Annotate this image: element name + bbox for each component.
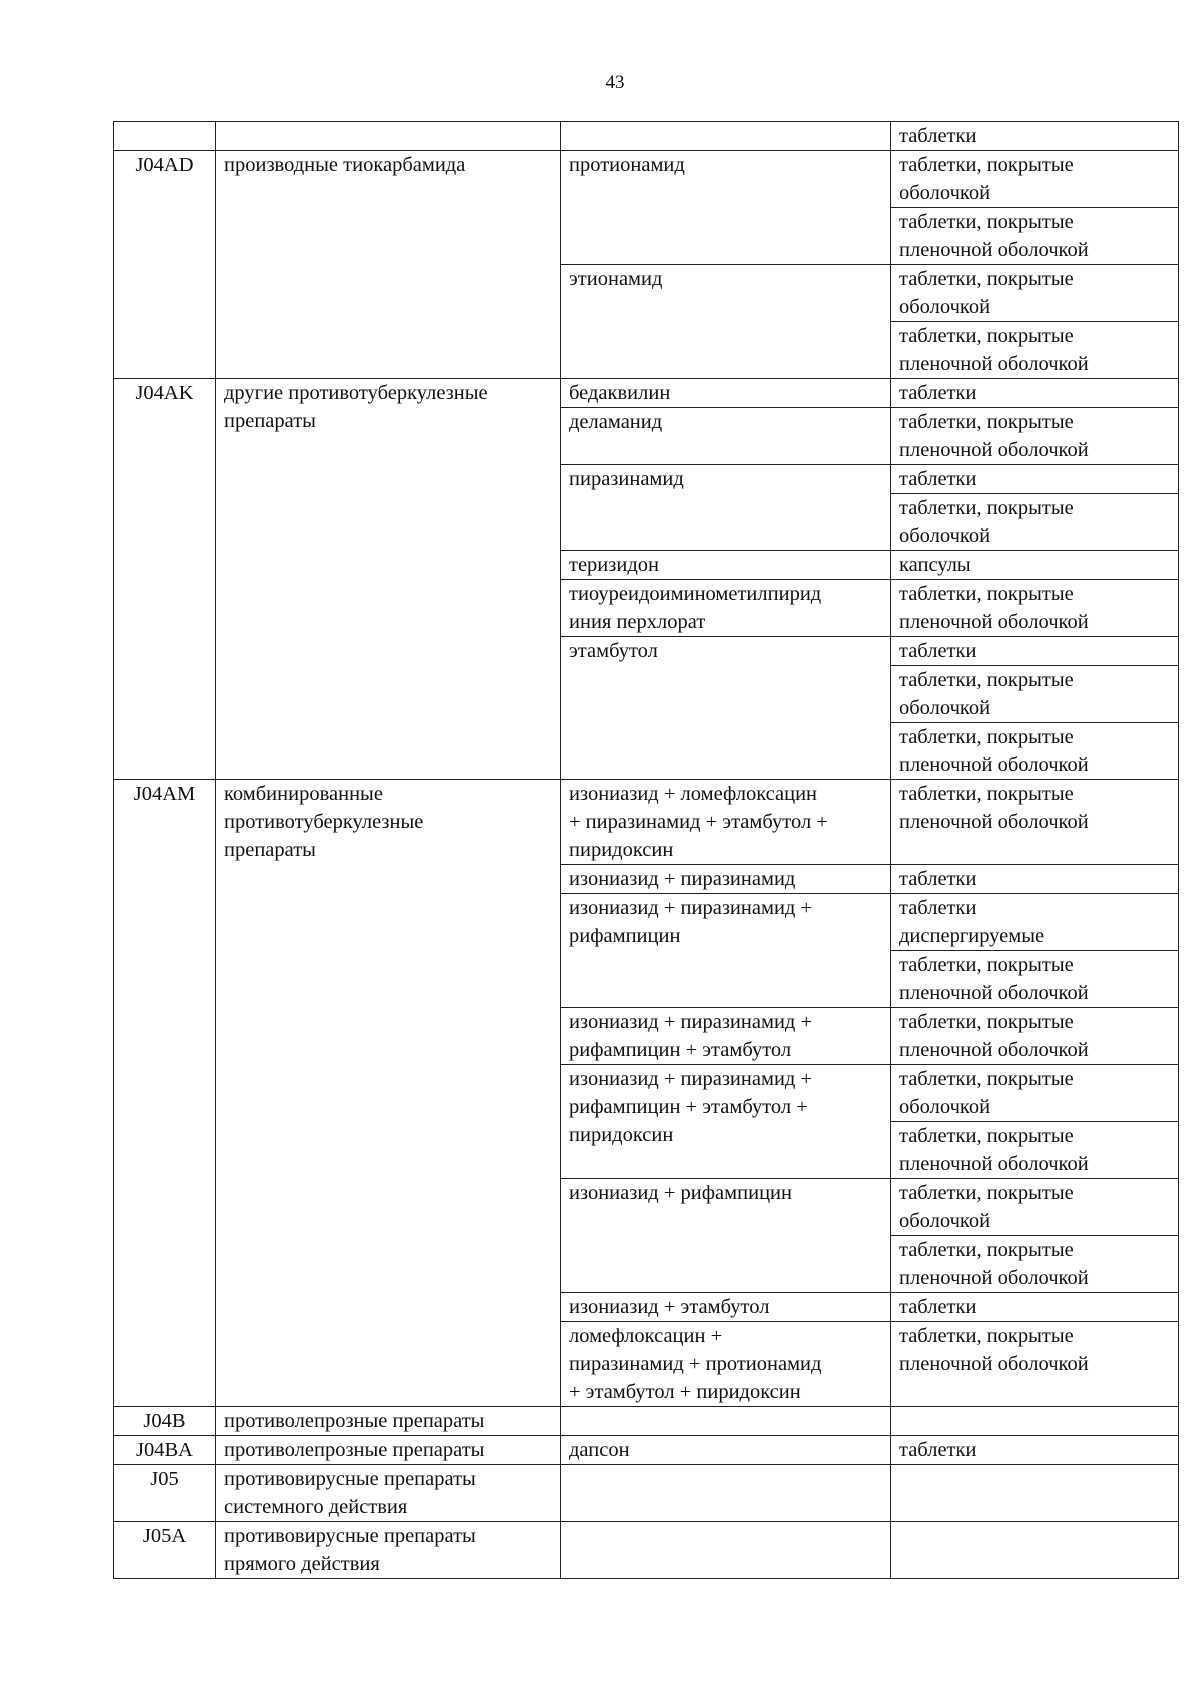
group-name: противолепрозные препараты bbox=[224, 1410, 485, 1432]
dosage-form: таблетки, покрытые оболочкой bbox=[899, 1182, 1074, 1232]
group-cell bbox=[216, 780, 561, 1407]
form-cell bbox=[891, 1522, 1179, 1579]
drug-name: изониазид + ломефлоксацин + пиразинамид + этамбутол + пиридоксин bbox=[569, 783, 828, 861]
drug-cell bbox=[561, 580, 891, 637]
drug-cell bbox=[561, 1465, 891, 1522]
drug-name: изониазид + пиразинамид + рифампицин + этамбутол + пиридоксин bbox=[569, 1068, 813, 1146]
group-cell bbox=[216, 1407, 561, 1436]
form-cell bbox=[891, 1236, 1179, 1293]
drug-cell bbox=[561, 1065, 891, 1179]
atc-code: J05 bbox=[150, 1468, 179, 1490]
form-cell bbox=[891, 865, 1179, 894]
drug-name: изониазид + рифампицин bbox=[569, 1182, 792, 1204]
drug-name: протионамид bbox=[569, 154, 685, 176]
drug-cell bbox=[561, 894, 891, 1008]
medicines-table bbox=[113, 121, 1179, 1579]
dosage-form: таблетки, покрытые оболочкой bbox=[899, 154, 1074, 204]
drug-cell bbox=[561, 122, 891, 151]
group-cell bbox=[216, 1465, 561, 1522]
dosage-form: таблетки bbox=[899, 468, 977, 490]
dosage-form: таблетки bbox=[899, 382, 977, 404]
form-cell bbox=[891, 408, 1179, 465]
dosage-form: таблетки, покрытые пленочной оболочкой bbox=[899, 211, 1089, 261]
drug-name: этионамид bbox=[569, 268, 663, 290]
dosage-form: таблетки, покрытые оболочкой bbox=[899, 1068, 1074, 1118]
drug-name: изониазид + пиразинамид + рифампицин bbox=[569, 897, 813, 947]
drug-cell bbox=[561, 1293, 891, 1322]
form-cell bbox=[891, 151, 1179, 208]
dosage-form: таблетки, покрытые пленочной оболочкой bbox=[899, 1011, 1089, 1061]
drug-name: деламанид bbox=[569, 411, 663, 433]
dosage-form: таблетки, покрытые пленочной оболочкой bbox=[899, 783, 1089, 833]
group-cell bbox=[216, 1436, 561, 1465]
drug-cell bbox=[561, 265, 891, 379]
drug-cell bbox=[561, 1008, 891, 1065]
group-cell bbox=[216, 122, 561, 151]
group-name: производные тиокарбамида bbox=[224, 154, 466, 176]
atc-code-cell bbox=[114, 1522, 216, 1579]
atc-code: J04B bbox=[143, 1410, 186, 1432]
drug-name: дапсон bbox=[569, 1439, 630, 1461]
dosage-form: таблетки, покрытые пленочной оболочкой bbox=[899, 583, 1089, 633]
table-row bbox=[114, 780, 1179, 865]
drug-cell bbox=[561, 1407, 891, 1436]
form-cell bbox=[891, 1407, 1179, 1436]
dosage-form: таблетки bbox=[899, 868, 977, 890]
group-name: противовирусные препараты системного действия bbox=[224, 1468, 476, 1518]
drug-cell bbox=[561, 637, 891, 780]
drug-cell bbox=[561, 551, 891, 580]
dosage-form: таблетки, покрытые пленочной оболочкой bbox=[899, 1125, 1089, 1175]
form-cell bbox=[891, 1436, 1179, 1465]
form-cell bbox=[891, 1293, 1179, 1322]
page-number: 43 bbox=[605, 72, 625, 93]
dosage-form: таблетки диспергируемые bbox=[899, 897, 1045, 947]
form-cell bbox=[891, 1179, 1179, 1236]
atc-code-cell bbox=[114, 1436, 216, 1465]
form-cell bbox=[891, 723, 1179, 780]
drug-cell bbox=[561, 1179, 891, 1293]
dosage-form: таблетки, покрытые оболочкой bbox=[899, 497, 1074, 547]
drug-cell bbox=[561, 465, 891, 551]
form-cell bbox=[891, 637, 1179, 666]
form-cell bbox=[891, 1465, 1179, 1522]
group-cell bbox=[216, 379, 561, 780]
drug-cell bbox=[561, 865, 891, 894]
atc-code: J04AM bbox=[133, 783, 196, 805]
atc-code-cell bbox=[114, 122, 216, 151]
table-row bbox=[114, 1522, 1179, 1579]
atc-code-cell bbox=[114, 151, 216, 379]
table-row bbox=[114, 122, 1179, 151]
atc-code-cell bbox=[114, 780, 216, 1407]
group-cell bbox=[216, 151, 561, 379]
dosage-form: таблетки, покрытые пленочной оболочкой bbox=[899, 1239, 1089, 1289]
table-row bbox=[114, 1465, 1179, 1522]
atc-code-cell bbox=[114, 1465, 216, 1522]
drug-cell bbox=[561, 151, 891, 265]
dosage-form: таблетки, покрытые оболочкой bbox=[899, 669, 1074, 719]
drug-cell bbox=[561, 408, 891, 465]
group-name: комбинированные противотуберкулезные препараты bbox=[224, 783, 424, 861]
drug-name: изониазид + пиразинамид bbox=[569, 868, 796, 890]
drug-cell bbox=[561, 1436, 891, 1465]
atc-code: J04AK bbox=[135, 382, 194, 404]
drug-name: пиразинамид bbox=[569, 468, 684, 490]
dosage-form: таблетки, покрытые оболочкой bbox=[899, 268, 1074, 318]
group-cell bbox=[216, 1522, 561, 1579]
dosage-form: капсулы bbox=[899, 554, 971, 576]
form-cell bbox=[891, 494, 1179, 551]
form-cell bbox=[891, 551, 1179, 580]
form-cell bbox=[891, 265, 1179, 322]
atc-code-cell bbox=[114, 1407, 216, 1436]
form-cell bbox=[891, 666, 1179, 723]
drug-name: теризидон bbox=[569, 554, 659, 576]
form-cell bbox=[891, 379, 1179, 408]
table-row bbox=[114, 1407, 1179, 1436]
dosage-form: таблетки bbox=[899, 1296, 977, 1318]
group-name: противолепрозные препараты bbox=[224, 1439, 485, 1461]
atc-code: J05A bbox=[142, 1525, 187, 1547]
form-cell bbox=[891, 894, 1179, 951]
group-name: противовирусные препараты прямого действия bbox=[224, 1525, 476, 1575]
table-row bbox=[114, 151, 1179, 208]
table-row bbox=[114, 379, 1179, 408]
drug-cell bbox=[561, 379, 891, 408]
drug-name: тиоуреидоиминометилпирид иния перхлорат bbox=[569, 583, 822, 633]
table-row bbox=[114, 1436, 1179, 1465]
form-cell bbox=[891, 322, 1179, 379]
drug-name: ломефлоксацин + пиразинамид + протионамид + этамбутол + пиридоксин bbox=[569, 1325, 822, 1403]
drug-name: бедаквилин bbox=[569, 382, 671, 404]
form-cell bbox=[891, 1008, 1179, 1065]
form-cell bbox=[891, 780, 1179, 865]
atc-code-cell bbox=[114, 379, 216, 780]
form-cell bbox=[891, 465, 1179, 494]
dosage-form: таблетки, покрытые пленочной оболочкой bbox=[899, 1325, 1089, 1375]
form-cell bbox=[891, 122, 1179, 151]
drug-cell bbox=[561, 1322, 891, 1407]
drug-name: изониазид + пиразинамид + рифампицин + этамбутол bbox=[569, 1011, 813, 1061]
form-cell bbox=[891, 1065, 1179, 1122]
form-cell bbox=[891, 580, 1179, 637]
drug-cell bbox=[561, 1522, 891, 1579]
group-name: другие противотуберкулезные препараты bbox=[224, 382, 488, 432]
dosage-form: таблетки, покрытые пленочной оболочкой bbox=[899, 954, 1089, 1004]
form-cell bbox=[891, 1322, 1179, 1407]
dosage-form: таблетки bbox=[899, 125, 977, 147]
dosage-form: таблетки, покрытые пленочной оболочкой bbox=[899, 411, 1089, 461]
drug-name: изониазид + этамбутол bbox=[569, 1296, 770, 1318]
drug-name: этамбутол bbox=[569, 640, 658, 662]
dosage-form: таблетки, покрытые пленочной оболочкой bbox=[899, 325, 1089, 375]
form-cell bbox=[891, 951, 1179, 1008]
dosage-form: таблетки bbox=[899, 640, 977, 662]
atc-code: J04BA bbox=[136, 1439, 193, 1461]
drug-cell bbox=[561, 780, 891, 865]
dosage-form: таблетки bbox=[899, 1439, 977, 1461]
form-cell bbox=[891, 1122, 1179, 1179]
form-cell bbox=[891, 208, 1179, 265]
dosage-form: таблетки, покрытые пленочной оболочкой bbox=[899, 726, 1089, 776]
atc-code: J04AD bbox=[135, 154, 194, 176]
